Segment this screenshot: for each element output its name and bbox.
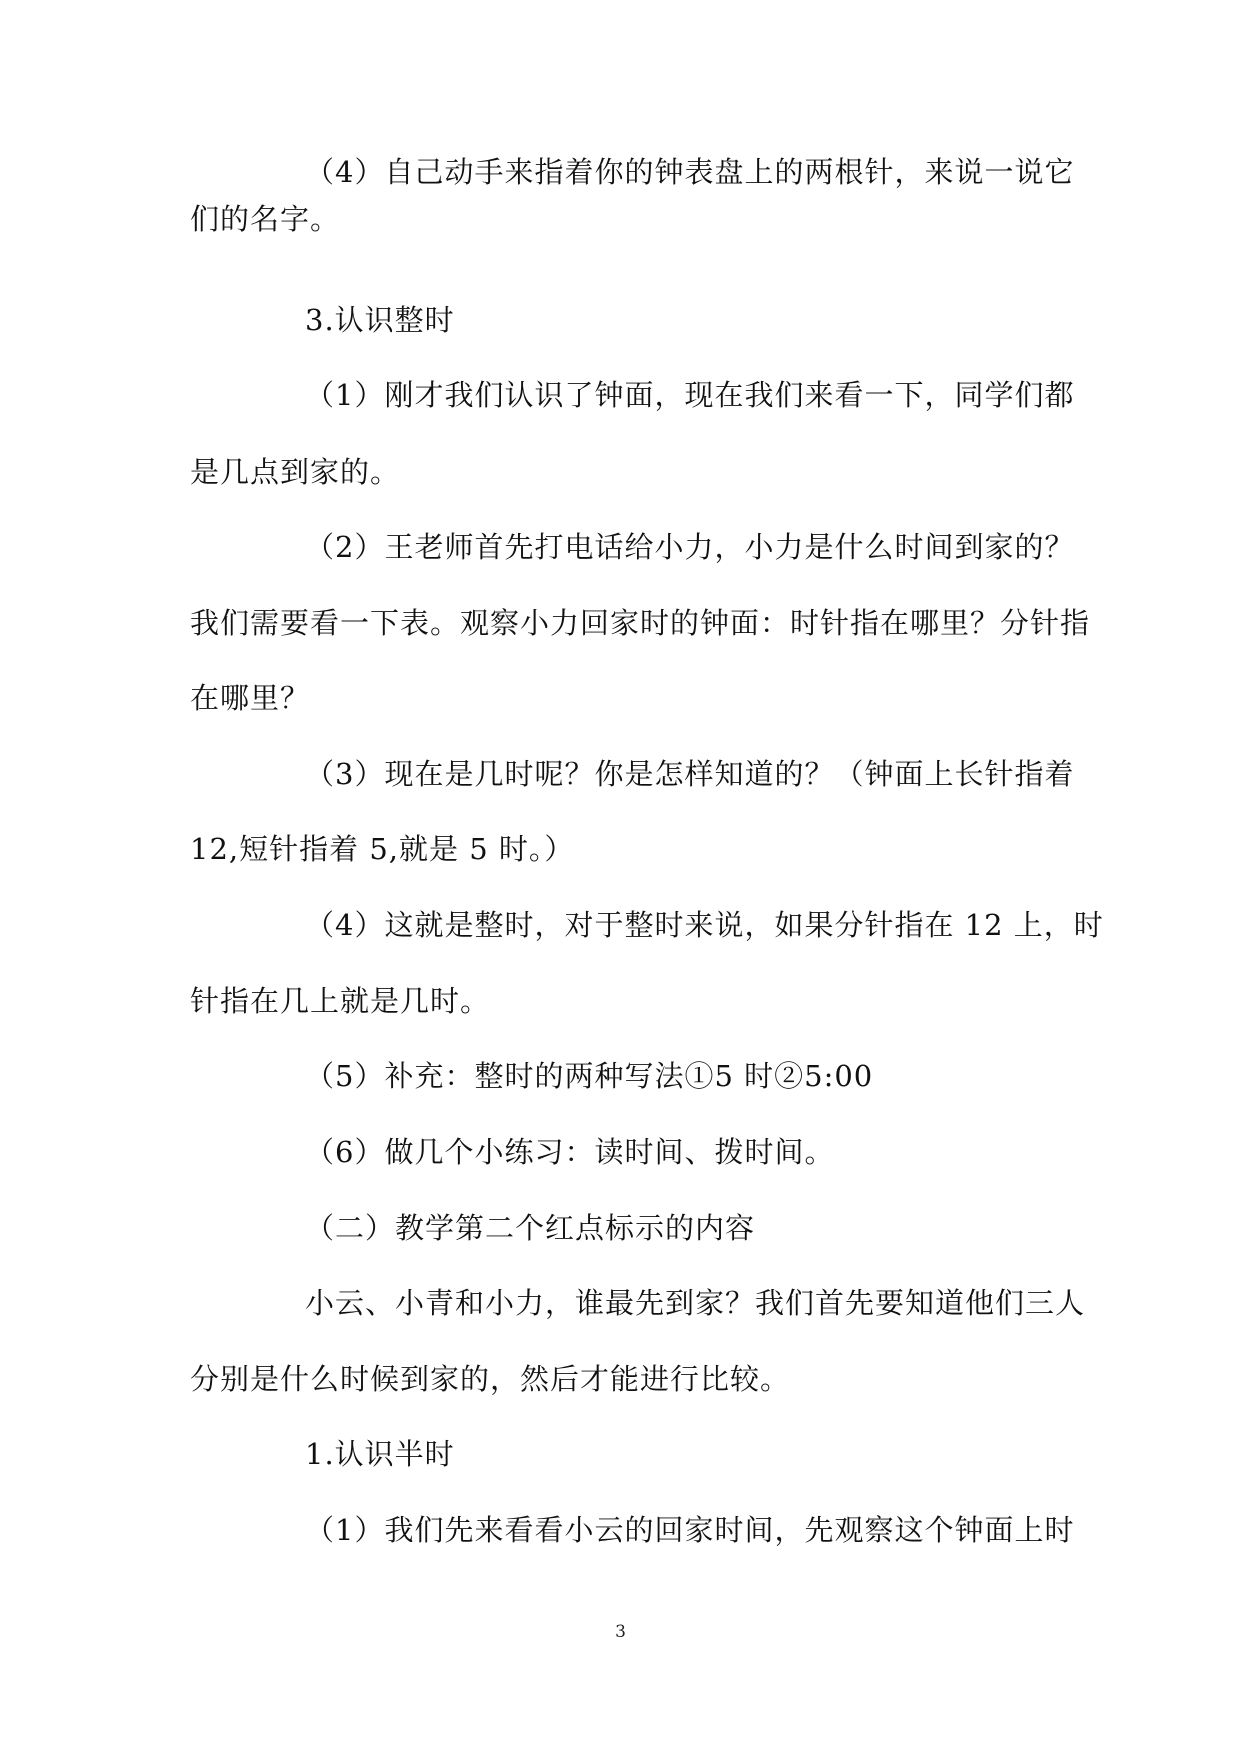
paragraph-line: 是几点到家的。 bbox=[190, 455, 401, 489]
paragraph-line: （5）补充：整时的两种写法①5 时②5:00 bbox=[305, 1059, 874, 1093]
paragraph-line: （6）做几个小练习：读时间、拨时间。 bbox=[305, 1135, 835, 1169]
paragraph-line: 我们需要看一下表。观察小力回家时的钟面：时针指在哪里？分针指 bbox=[190, 606, 1091, 640]
paragraph-line: （4）这就是整时，对于整时来说，如果分针指在 12 上，时 bbox=[305, 908, 1104, 942]
paragraph-line: （3）现在是几时呢？你是怎样知道的？（钟面上长针指着 bbox=[305, 757, 1075, 791]
section-heading: 3.认识整时 bbox=[305, 303, 455, 337]
paragraph-line: （4）自己动手来指着你的钟表盘上的两根针，来说一说它 bbox=[305, 155, 1075, 189]
paragraph-line: 针指在几上就是几时。 bbox=[190, 984, 491, 1018]
paragraph-line: 在哪里？ bbox=[190, 681, 311, 715]
paragraph-line: 12,短针指着 5,就是 5 时。） bbox=[190, 832, 575, 866]
paragraph-line: 们的名字。 bbox=[190, 202, 341, 236]
paragraph-line: （1）我们先来看看小云的回家时间，先观察这个钟面上时 bbox=[305, 1513, 1075, 1547]
paragraph-line: （2）王老师首先打电话给小力，小力是什么时间到家的？ bbox=[305, 530, 1075, 564]
section-heading: （二）教学第二个红点标示的内容 bbox=[305, 1211, 756, 1245]
page-number: 3 bbox=[615, 1622, 626, 1642]
section-heading: 1.认识半时 bbox=[305, 1437, 455, 1471]
paragraph-line: （1）刚才我们认识了钟面，现在我们来看一下，同学们都 bbox=[305, 378, 1075, 412]
paragraph-line: 小云、小青和小力，谁最先到家？我们首先要知道他们三人 bbox=[305, 1286, 1086, 1320]
paragraph-line: 分别是什么时候到家的，然后才能进行比较。 bbox=[190, 1362, 791, 1396]
